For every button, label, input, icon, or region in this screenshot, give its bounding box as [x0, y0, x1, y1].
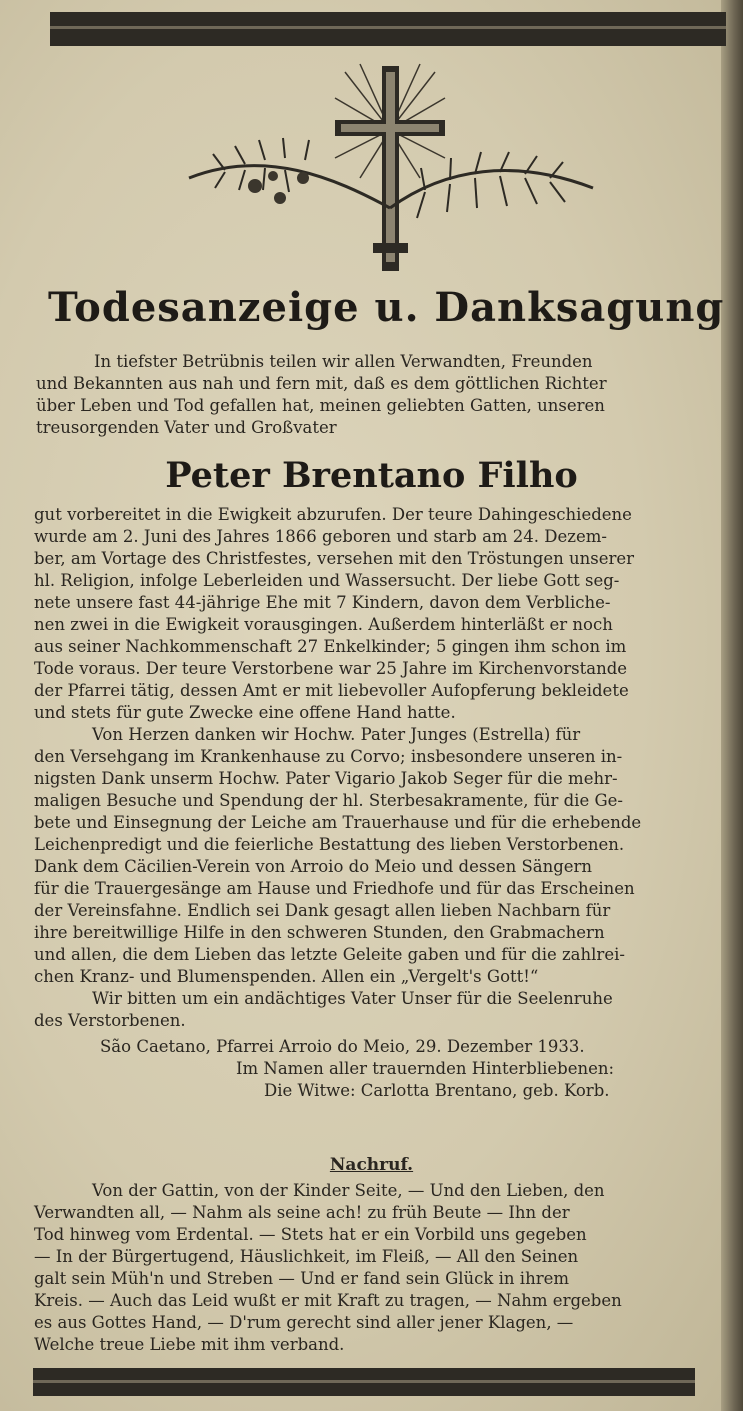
body-line: und stets für gute Zwecke eine offene Hand hatte.	[34, 703, 456, 722]
nachruf-line: Welche treue Liebe mit ihm verband.	[34, 1335, 345, 1354]
page-title: Todesanzeige u. Danksagung	[48, 284, 725, 331]
body-line: der Vereinsfahne. Endlich sei Dank gesagt allen lieben Nachbarn für	[34, 901, 611, 920]
signature-widow: Die Witwe: Carlotta Brentano, geb. Korb.	[264, 1081, 610, 1100]
nachruf-line: Von der Gattin, von der Kinder Seite, — Und den Lieben, den	[92, 1181, 605, 1200]
body-line: aus seiner Nachkommenschaft 27 Enkelkinder; 5 gingen ihm schon im	[34, 637, 627, 656]
body-line: und allen, die dem Lieben das letzte Geleite gaben und für die zahlrei-	[34, 945, 625, 964]
body-line: für die Trauergesänge am Hause und Friedhofe und für das Erscheinen	[34, 879, 635, 898]
bottom-border-rule	[33, 1368, 695, 1396]
nachruf-line: — In der Bürgertugend, Häuslichkeit, im Fleiß, — All den Seinen	[34, 1247, 579, 1266]
nachruf-line: Tod hinweg vom Erdental. — Stets hat er ein Vorbild uns gegeben	[34, 1225, 587, 1244]
body-line: des Verstorbenen.	[34, 1011, 186, 1030]
body-line: hl. Religion, infolge Leberleiden und Wassersucht. Der liebe Gott seg-	[34, 571, 620, 590]
body-line: nigsten Dank unserm Hochw. Pater Vigario Jakob Seger für die mehr-	[34, 769, 618, 788]
body-line: bete und Einsegnung der Leiche am Trauerhause und für die erhebende	[34, 813, 642, 832]
body-line: der Pfarrei tätig, dessen Amt er mit liebevoller Aufopferung bekleidete	[34, 681, 629, 700]
top-border-rule	[50, 12, 726, 46]
page-edge-shadow	[721, 0, 743, 1411]
body-line: gut vorbereitet in die Ewigkeit abzurufen. Der teure Dahingeschiedene	[34, 505, 632, 524]
intro-line: In tiefster Betrübnis teilen wir allen Verwandten, Freunden	[94, 352, 593, 371]
body-line: Von Herzen danken wir Hochw. Pater Junges (Estrella) für	[92, 725, 581, 744]
nachruf-line: es aus Gottes Hand, — D'rum gerecht sind aller jener Klagen, —	[34, 1313, 574, 1332]
body-line: nen zwei in die Ewigkeit vorausgingen. Außerdem hinterläßt er noch	[34, 615, 613, 634]
nachruf-line: Verwandten all, — Nahm als seine ach! zu früh Beute — Ihn der	[34, 1203, 570, 1222]
deceased-name: Peter Brentano Filho	[165, 455, 578, 496]
intro-line: über Leben und Tod gefallen hat, meinen geliebten Gatten, unseren	[36, 396, 605, 415]
body-line: ber, am Vortage des Christfestes, versehen mit den Tröstungen unserer	[34, 549, 634, 568]
body-line: wurde am 2. Juni des Jahres 1866 geboren und starb am 24. Dezem-	[34, 527, 607, 546]
signature-place-date: São Caetano, Pfarrei Arroio do Meio, 29. Dezember 1933.	[100, 1037, 585, 1056]
body-line: Dank dem Cäcilien-Verein von Arroio do Meio und dessen Sängern	[34, 857, 593, 876]
body-line: ihre bereitwillige Hilfe in den schweren Stunden, den Grabmachern	[34, 923, 605, 942]
intro-line: treusorgenden Vater und Großvater	[36, 418, 337, 437]
nachruf-line: Kreis. — Auch das Leid wußt er mit Kraft zu tragen, — Nahm ergeben	[34, 1291, 622, 1310]
cross-with-palm-branches-icon	[185, 58, 595, 280]
body-line: nete unsere fast 44-jährige Ehe mit 7 Kindern, davon dem Verbliche-	[34, 593, 611, 612]
body-line: Wir bitten um ein andächtiges Vater Unser für die Seelenruhe	[92, 989, 613, 1008]
body-line: chen Kranz- und Blumenspenden. Allen ein „Vergelt's Gott!“	[34, 967, 539, 986]
body-line: maligen Besuche und Spendung der hl. Sterbesakramente, für die Ge-	[34, 791, 623, 810]
body-line: den Versehgang im Krankenhause zu Corvo; insbesondere unseren in-	[34, 747, 623, 766]
body-line: Tode voraus. Der teure Verstorbene war 25 Jahre im Kirchenvorstande	[34, 659, 628, 678]
nachruf-line: galt sein Müh'n und Streben — Und er fand sein Glück in ihrem	[34, 1269, 569, 1288]
nachruf-heading: Nachruf.	[329, 1155, 414, 1175]
body-line: Leichenpredigt und die feierliche Bestattung des lieben Verstorbenen.	[34, 835, 625, 854]
intro-line: und Bekannten aus nah und fern mit, daß es dem göttlichen Richter	[36, 374, 607, 393]
signature-mourners: Im Namen aller trauernden Hinterbliebenen:	[236, 1059, 615, 1078]
